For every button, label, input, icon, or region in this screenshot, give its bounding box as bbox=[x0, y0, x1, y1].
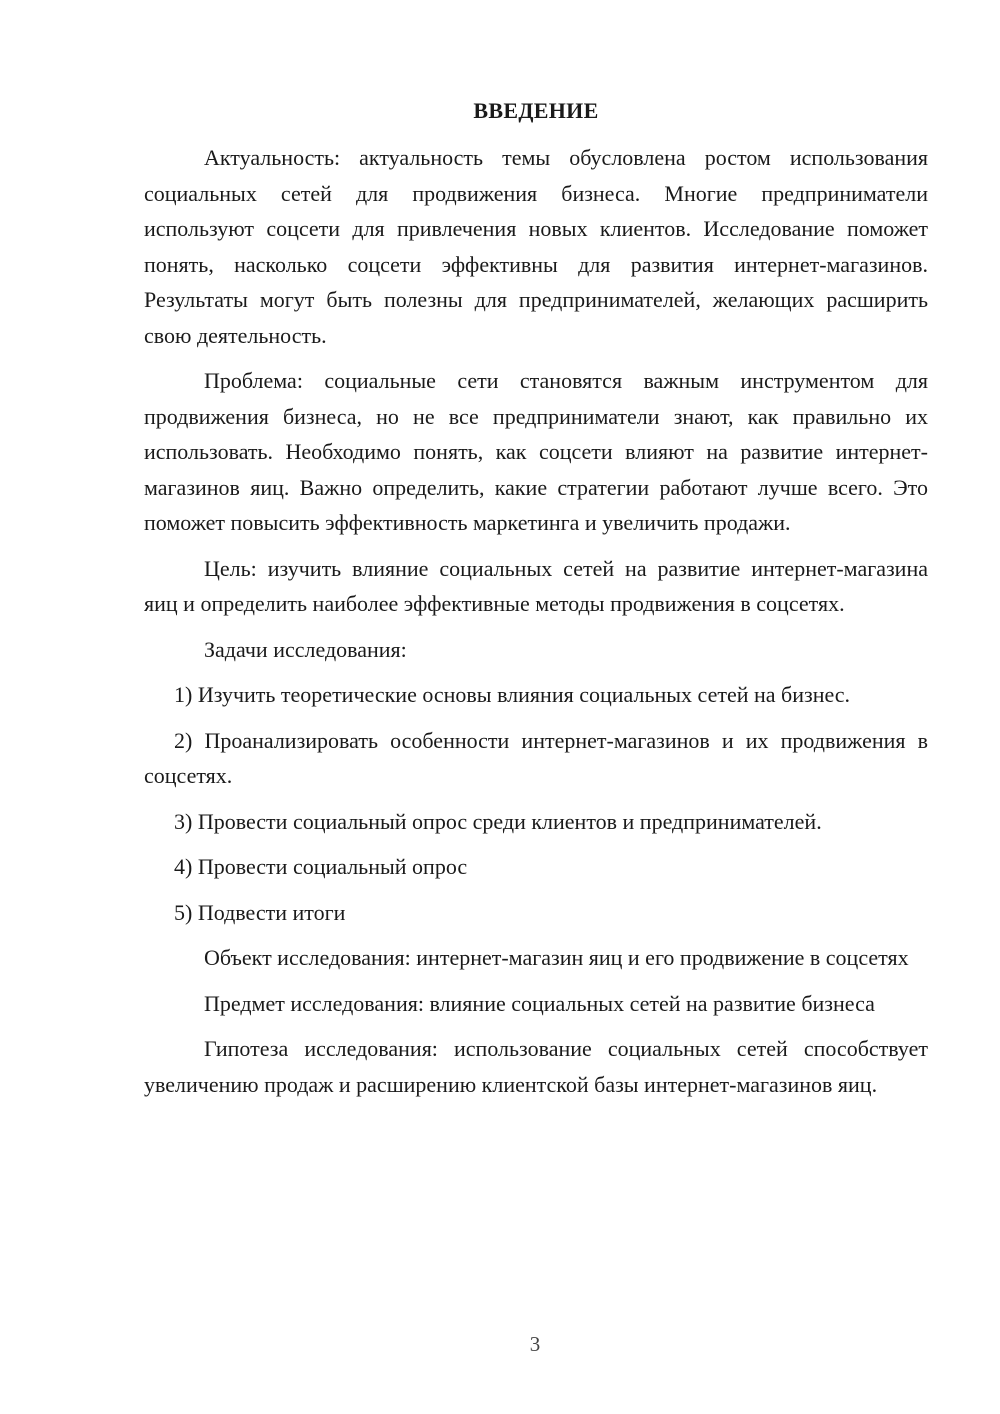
object-paragraph: Объект исследования: интернет-магазин яиц и его продвижение в соцсетях bbox=[204, 945, 909, 970]
hypothesis-paragraph: Гипотеза исследования: использование социальных сетей способствует увеличению продаж и расширению клиентской базы интернет-магазинов яиц. bbox=[144, 1036, 928, 1097]
task-item-2: 2) Проанализировать особенности интернет-магазинов и их продвижения в соцсетях. bbox=[144, 727, 928, 788]
document-body bbox=[144, 96, 928, 1112]
subject-paragraph: Предмет исследования: влияние социальных сетей на развитие бизнеса bbox=[204, 990, 875, 1016]
section-title: ВВЕДЕНИЕ bbox=[473, 98, 599, 123]
page-number: 3 bbox=[529, 1332, 541, 1356]
problem-paragraph: Проблема: социальные сети становятся важным инструментом для продвижения бизнеса, но не все предприниматели знают, как правильно их использовать. Необходимо понять, как соцсети влияют на развитие интернет-магазинов яиц. Важно определить, какие стратегии работают лучше всего. Это поможет повысить эффективность маркетинга и увеличить продажи. bbox=[144, 368, 928, 535]
task-item-4: 4) Провести социальный опрос bbox=[174, 854, 468, 879]
goal-paragraph: Цель: изучить влияние социальных сетей на развитие интернет-магазина яиц и определить наиболее эффективные методы продвижения в соцсетях. bbox=[144, 555, 928, 616]
relevance-paragraph: Актуальность: актуальность темы обусловлена ростом использования социальных сетей для продвижения бизнеса. Многие предприниматели используют соцсети для привлечения новых клиентов. Исследование поможет понять, насколько соцсети эффективны для развития интернет-магазинов. Результаты могут быть полезны для предпринимателей, желающих расширить свою деятельность. bbox=[144, 145, 928, 348]
tasks-heading: Задачи исследования: bbox=[204, 636, 407, 662]
task-item-1: 1) Изучить теоретические основы влияния социальных сетей на бизнес. bbox=[174, 682, 851, 707]
task-item-3: 3) Провести социальный опрос среди клиентов и предпринимателей. bbox=[174, 808, 822, 834]
task-item-5: 5) Подвести итоги bbox=[174, 899, 346, 925]
